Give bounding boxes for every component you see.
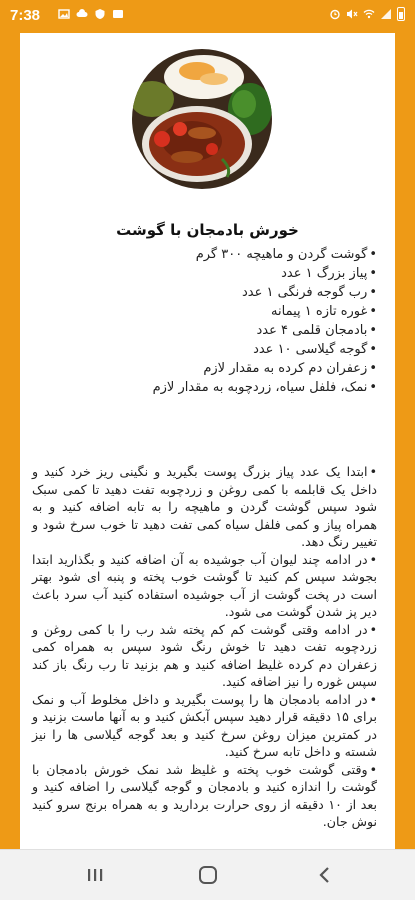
message-notification-icon xyxy=(112,8,124,20)
wifi-icon xyxy=(363,8,375,20)
step-item: • در ادامه بادمجان ها را پوست بگیرید و داخل مخلوط آب و نمک برای ۱۵ دقیقه قرار دهید سپس آبکش کنید و به آنها ماست بزنید و در کمترین میزان روغن سرخ کنید و بعد گوجه گیلاسی ها را نیز شسته و داخل تابه سرخ کنید. xyxy=(32,691,377,761)
back-button[interactable] xyxy=(312,862,338,888)
battery-icon xyxy=(397,7,405,21)
navigation-bar xyxy=(0,849,415,900)
home-button[interactable] xyxy=(195,862,221,888)
recipe-content[interactable] xyxy=(20,33,395,850)
ingredient-item: • گوجه گیلاسی ۱۰ عدد xyxy=(37,340,377,359)
steps-list xyxy=(32,463,377,831)
mute-icon xyxy=(346,8,358,20)
recent-apps-button[interactable] xyxy=(82,862,108,888)
frame-left xyxy=(0,33,20,850)
system-status-icons xyxy=(329,7,405,21)
step-item: • در ادامه وقتی گوشت کم کم پخته شد رب را با کمی روغن و زردچوبه تفت دهید تا خوش رنگ شود سپس به همراه کمی زعفران دم کرده غلیظ اضافه کنید و هم بزنید تا رب رنگ باز کند سپس غوره را نیز اضافه کنید. xyxy=(32,621,377,691)
alarm-icon xyxy=(329,8,341,20)
home-icon xyxy=(197,864,219,886)
ingredient-item: • نمک، فلفل سیاه، زردچوبه به مقدار لازم xyxy=(37,378,377,397)
ingredient-item: • بادمجان قلمی ۴ عدد xyxy=(37,321,377,340)
back-icon xyxy=(315,865,335,885)
status-time: 7:38 xyxy=(10,7,41,24)
recipe-image xyxy=(132,49,272,189)
cloud-notification-icon xyxy=(76,8,88,20)
frame-right xyxy=(395,33,415,850)
signal-icon xyxy=(380,8,392,20)
ingredient-item: • زعفران دم کرده به مقدار لازم xyxy=(37,359,377,378)
status-bar xyxy=(0,0,415,33)
shield-notification-icon xyxy=(94,8,106,20)
notification-icons xyxy=(58,8,124,20)
step-item: • در ادامه چند لیوان آب جوشیده به آن اضافه کنید و بگذارید ابتدا بجوشد سپس کم کنید تا گوشت خوب پخته و پنبه ای شود بهتر است در پخت گوشت از آب جوشیده استفاده کنید آب سرد باعث دیر پز شدن گوشت می شود. xyxy=(32,551,377,621)
ingredient-item: • پیاز بزرگ ۱ عدد xyxy=(37,264,377,283)
ingredient-item: • گوشت گردن و ماهیچه ۳۰۰ گرم xyxy=(37,245,377,264)
step-item: • ابتدا یک عدد پیاز بزرگ پوست بگیرید و نگینی ریز خرد کنید و داخل یک قابلمه با کمی روغن و زردچوبه تفت دهید تا کمی سبک شود سپس گوشت گردن و ماهیچه را به تابه اضافه کنید و به همراه پیاز و کمی فلفل سیاه کمی تفت دهید تا خوب سرخ شود و تغییر رنگ دهد. xyxy=(32,463,377,551)
ingredients-list xyxy=(37,245,377,397)
recent-apps-icon xyxy=(85,865,105,885)
step-item: • وقتی گوشت خوب پخته و غلیظ شد نمک خورش بادمجان با گوشت را اندازه کنید و بادمجان و گوجه گیلاسی را اضافه کنید و بعد از ۱۰ دقیقه از روی حرارت بردارید و به همراه برنج سرو کنید نوش جان. xyxy=(32,761,377,831)
image-notification-icon xyxy=(58,8,70,20)
recipe-title: خورش بادمجان با گوشت xyxy=(116,221,299,239)
ingredient-item: • غوره تازه ۱ پیمانه xyxy=(37,302,377,321)
ingredient-item: • رب گوجه فرنگی ۱ عدد xyxy=(37,283,377,302)
